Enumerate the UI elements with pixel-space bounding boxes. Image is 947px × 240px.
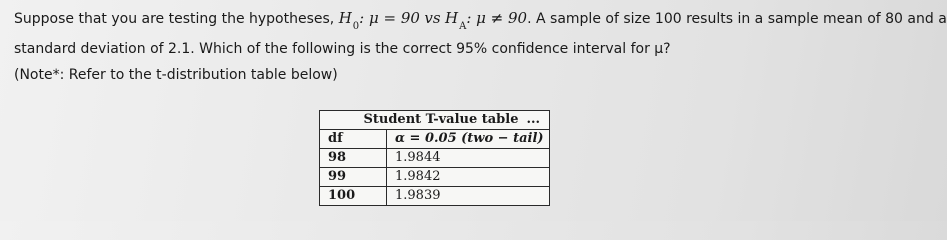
alternative-hypothesis: $H_A$: μ ≠ 90	[445, 9, 528, 32]
table-row	[320, 168, 550, 187]
table-header-row	[320, 130, 550, 149]
df-cell: 100	[320, 187, 387, 206]
df-cell: 98	[320, 149, 387, 168]
t-value-cell: 1.9844	[387, 149, 550, 168]
df-column-header: df	[320, 130, 387, 149]
null-hypothesis: $H_0$: μ = 90	[338, 9, 420, 32]
table-ellipsis: ...	[526, 112, 541, 127]
t-value-cell: 1.9842	[387, 168, 550, 187]
t-value-table	[319, 110, 550, 206]
question-sample-info: . A sample of size 100 results in a sample mean of 80 and a	[527, 11, 947, 27]
t-value-cell: 1.9839	[387, 187, 550, 206]
question-intro: Suppose that you are testing the hypotheses,	[14, 11, 335, 27]
table-title-row	[320, 111, 550, 130]
versus-label: vs	[424, 9, 441, 27]
question-line-1	[14, 8, 947, 31]
table-row	[320, 187, 550, 206]
df-cell: 99	[320, 168, 387, 187]
question-line-2: standard deviation of 2.1. Which of the following is the correct 95% confidence interval for μ?	[14, 41, 671, 57]
table-title: Student T-value table ...	[320, 111, 550, 130]
table-row	[320, 149, 550, 168]
alpha-column-header: α = 0.05 (two − tail)	[387, 130, 550, 149]
t-value-table-container	[319, 110, 550, 206]
question-note: (Note*: Refer to the t-distribution table below)	[14, 67, 338, 83]
